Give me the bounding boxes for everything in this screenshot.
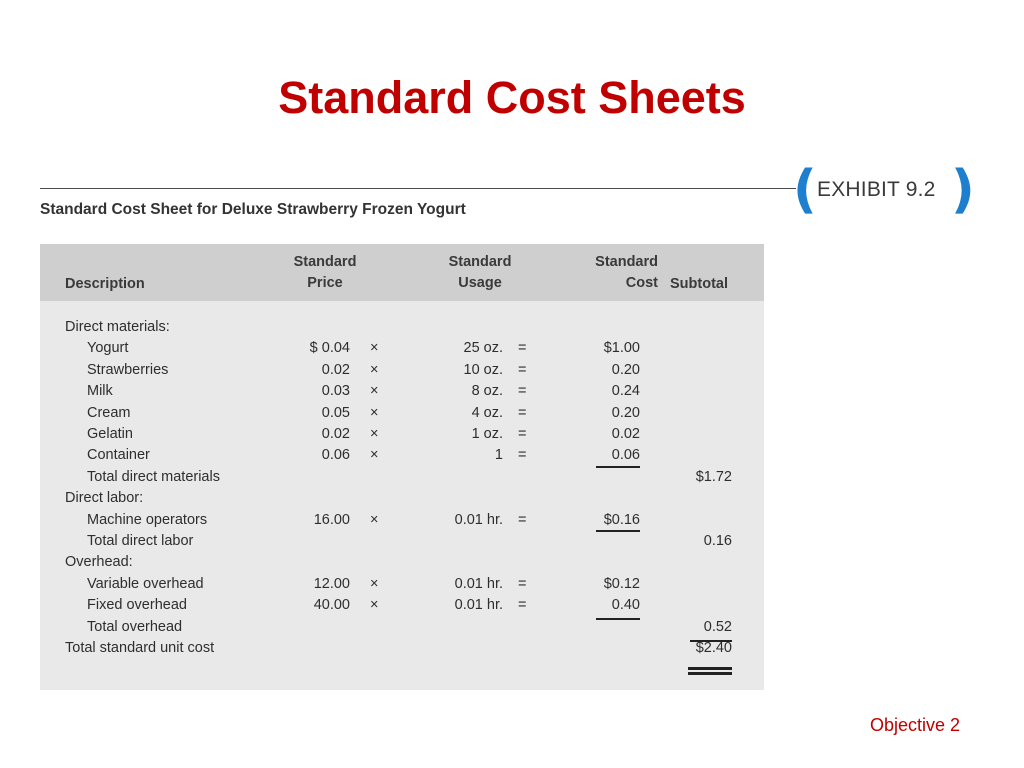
equals-sign: = [518, 340, 527, 357]
cost-cell: 0.20 [611, 404, 640, 421]
usage-cell: 1 oz. [471, 426, 503, 442]
overhead-subtotal-underline [690, 640, 732, 642]
times-sign: × [370, 404, 379, 421]
description-cell: Yogurt [87, 340, 129, 357]
description-cell: Total overhead [87, 618, 183, 635]
description-cell: Gelatin [87, 426, 133, 442]
right-bracket-icon: ) [951, 160, 975, 220]
description-cell: Cream [87, 404, 131, 421]
description-cell: Fixed overhead [87, 597, 187, 614]
subtotal-cell: $2.40 [695, 640, 732, 656]
subtotal-cell: 0.52 [703, 618, 732, 635]
price-cell: 40.00 [313, 597, 350, 614]
column-header-subtotal: Subtotal [670, 276, 728, 292]
description-cell: Total standard unit cost [65, 640, 215, 656]
equals-sign: = [518, 404, 527, 421]
times-sign: × [370, 383, 379, 400]
description-cell: Direct labor: [65, 490, 144, 507]
price-cell: 0.05 [321, 404, 350, 421]
total-double-underline-bottom [688, 672, 732, 675]
price-cell: 12.00 [313, 575, 350, 592]
column-header-price-line1: Standard [293, 254, 357, 270]
exhibit-label: EXHIBIT 9.2 [817, 178, 936, 201]
usage-cell: 1 [494, 447, 503, 464]
cost-cell: 0.20 [611, 361, 640, 378]
times-sign: × [370, 361, 379, 378]
column-header-price [280, 252, 370, 294]
price-cell: 0.02 [321, 361, 350, 378]
description-cell: Variable overhead [87, 575, 204, 592]
times-sign: × [370, 447, 379, 464]
equals-sign: = [518, 575, 527, 592]
description-cell: Container [87, 447, 150, 464]
cost-cell: $1.00 [603, 340, 640, 357]
total-double-underline-top [688, 667, 732, 670]
times-sign: × [370, 511, 379, 528]
price-cell: 0.02 [321, 426, 350, 442]
equals-sign: = [518, 426, 527, 442]
equals-sign: = [518, 597, 527, 614]
equals-sign: = [518, 511, 527, 528]
times-sign: × [370, 575, 379, 592]
cost-cell: 0.40 [611, 597, 640, 614]
column-header-description: Description [65, 276, 145, 292]
price-cell: 16.00 [313, 511, 350, 528]
column-header-usage-line2: Usage [458, 275, 502, 291]
exhibit-divider [40, 188, 796, 189]
cost-cell: $0.16 [603, 511, 640, 528]
overhead-cost-underline [596, 618, 640, 620]
labor-cost-underline [596, 530, 640, 532]
usage-cell: 0.01 hr. [454, 511, 503, 528]
materials-cost-underline [596, 466, 640, 468]
cost-cell: 0.02 [611, 426, 640, 442]
usage-cell: 10 oz. [463, 361, 503, 378]
description-cell: Total direct materials [87, 468, 220, 485]
usage-cell: 4 oz. [471, 404, 503, 421]
usage-cell: 25 oz. [463, 340, 503, 357]
subtotal-cell: $1.72 [695, 468, 732, 485]
description-cell: Overhead: [65, 554, 133, 571]
times-sign: × [370, 426, 379, 442]
equals-sign: = [518, 447, 527, 464]
description-cell: Strawberries [87, 361, 169, 378]
description-cell: Milk [87, 383, 113, 400]
equals-sign: = [518, 383, 527, 400]
cost-cell: $0.12 [603, 575, 640, 592]
usage-cell: 0.01 hr. [454, 575, 503, 592]
column-header-cost-line1: Standard [595, 254, 658, 270]
usage-cell: 0.01 hr. [454, 597, 503, 614]
exhibit-tag [793, 160, 975, 220]
objective-label: Objective 2 [869, 715, 960, 735]
cost-cell: 0.24 [611, 383, 640, 400]
price-cell: 0.03 [321, 383, 350, 400]
cost-sheet-table [40, 244, 764, 690]
usage-cell: 8 oz. [471, 383, 503, 400]
description-cell: Total direct labor [87, 533, 194, 549]
subtotal-cell: 0.16 [703, 533, 732, 549]
slide-title: Standard Cost Sheets [278, 72, 746, 123]
equals-sign: = [518, 361, 527, 378]
column-header-cost-line2: Cost [625, 275, 658, 291]
description-cell: Direct materials: [65, 319, 170, 335]
left-bracket-icon: ( [793, 160, 817, 220]
description-cell: Machine operators [87, 511, 208, 528]
price-cell: $ 0.04 [309, 340, 350, 357]
column-header-usage [435, 252, 525, 294]
times-sign: × [370, 340, 379, 357]
sheet-heading: Standard Cost Sheet for Deluxe Strawberry Frozen Yogurt [40, 201, 466, 218]
column-header-cost [562, 252, 658, 294]
column-header-usage-line1: Standard [448, 254, 512, 270]
price-cell: 0.06 [321, 447, 350, 464]
table-header [40, 244, 764, 301]
times-sign: × [370, 597, 379, 614]
column-header-price-line2: Price [307, 275, 343, 291]
cost-cell: 0.06 [611, 447, 640, 464]
